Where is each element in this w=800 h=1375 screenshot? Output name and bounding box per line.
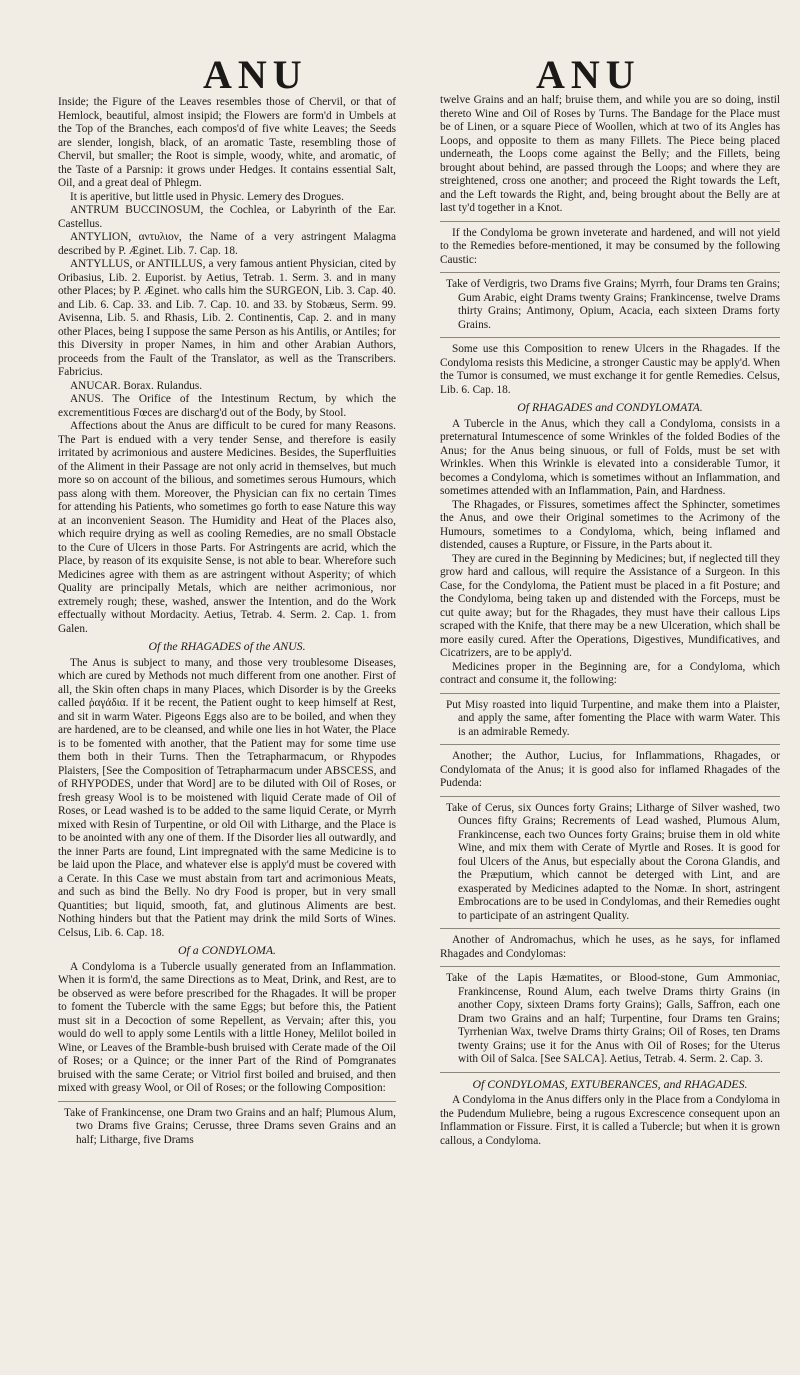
section-heading: Of RHAGADES and CONDYLOMATA. bbox=[517, 400, 703, 414]
section-heading: Of CONDYLOMAS, EXTUBERANCES, and RHAGADES. bbox=[472, 1076, 748, 1091]
rule-divider bbox=[58, 1101, 396, 1102]
body-paragraph: Some use this Composition to renew Ulcers in the Rhagades. If the Condyloma resists this Medicine, a stronger Caustic may be apply'd. When the Tumor is consumed, we must exchange it for gentle Remedies. Celsus, Lib. 6. Cap. 18. bbox=[440, 343, 780, 396]
body-paragraph: A Tubercle in the Anus, which they call a Condyloma, consists in a preternatural Intumescence of some Wrinkles of the folded Bodies of the Anus; for the Anus being sinuous, or full of Folds, must be set with Wrinkles. When this Wrinkle is elevated into a considerable Tumor, it becomes a Condyloma, which is sometimes without an Inflammation, and sometimes attended with an Inflammation, Pain, and Hardness. bbox=[440, 417, 780, 497]
body-paragraph: ANTRUM BUCCINOSUM, the Cochlea, or Labyrinth of the Ear. Castellus. bbox=[58, 204, 396, 230]
rule-divider bbox=[440, 272, 780, 273]
body-paragraph: Affections about the Anus are difficult to be cured for many Reasons. The Part is endued with a very tender Sense, and therefore is easily irritated by acrimonious and austere Medicines. Besides, the Superfluities of the Aliment in their Passage are not only acrid in themselves, but much more so on account of the bilious, and sometimes serous Humours, which pass along with them. Moreover, the Physician can fix no certain Times for attending his Patients, who sometimes go forth to ease Nature this way at an inconvenient Season. The Humidity and Heat of the Places also, which require drying as well as cooling Remedies, are no small Obstacle to the Cure of Ulcers in those Parts. For Astringents are acrid, which the Place, by reason of its exquisite Sense, is not able to bear. Wherefore such Medicines agree with them as are astringent without Asperity; of which Quality are principally Metals, which are neither acrimonious, nor extremely rough; these, washed, answer the Intention, and do the Work effectually without Mordacity. Aetius, Tetrab. 4. Serm. 2. Cap. 1. from Galen. bbox=[58, 420, 396, 635]
running-head-left: ANU bbox=[203, 52, 308, 97]
rule-divider bbox=[440, 744, 780, 745]
section-heading: Of the RHAGADES of the ANUS. bbox=[148, 639, 306, 653]
right-column bbox=[440, 94, 780, 1366]
body-paragraph: ANUCAR. Borax. Rulandus. bbox=[70, 379, 203, 392]
recipe-paragraph: Take of Verdigris, two Drams five Grains; Myrrh, four Drams ten Grains; Gum Arabic, eight Drams twenty Grains; Frankincense, twelve Drams thirty Grains; Antimony, Opium, Acacia, each sixteen Drams forty Grains. bbox=[446, 278, 780, 331]
body-paragraph: Another; the Author, Lucius, for Inflammations, Rhagades, or Condylomata of the Anus; it is good also for inflamed Rhagades of the Pudenda: bbox=[440, 750, 780, 789]
recipe-paragraph: Take of Cerus, six Ounces forty Grains; Litharge of Silver washed, two Ounces fifty Grains; Recrements of Lead washed, Plumous Alum, Frankincense, each two Ounces forty Grains; bruise them in old white Wine, and mix them with Cerate of Myrtle and Roses. It is good for foul Ulcers of the Anus, but especially about the Corona Glandis, and the Præputium, which cannot be deterged with Lint, and are exasperated by Medicines adapted to the Nomæ. In short, astringent Embrocations are to be used in Condylomas, and their Remedies ought to participate of an astringent Quality. bbox=[446, 801, 780, 922]
rule-divider bbox=[440, 796, 780, 797]
rule-divider bbox=[440, 693, 780, 694]
recipe-paragraph: Take of the Lapis Hæmatites, or Blood-stone, Gum Ammoniac, Frankincense, Round Alum, each twelve Drams thirty Grains (in another Copy, sixteen Drams forty Grains); Galls, Saffron, each one Dram two Grains and an half; Turpentine, four Drams ten Grains; Tyrrhenian Wax, twelve Drams thirty Grains; Oil of Roses, ten Drams twenty Grains; use it for the Anus with Oil of Roses; for the Uterus with Oil of Salca. [See SALCA]. Aetius, Tetrab. 4. Serm. 2. Cap. 3. bbox=[446, 972, 780, 1065]
rule-divider bbox=[440, 966, 780, 967]
rule-divider bbox=[440, 1072, 780, 1073]
body-paragraph: A Condyloma is a Tubercle usually generated from an Inflammation. When it is form'd, the same Directions as to Meat, Drink, and Rest, are to be observed as were before prescribed for the Rhagades. It will be proper to foment the Tubercle with the same Eggs; but before this, the Patient must sit in a Decoction of some Repellent, as Vervain; after this, you would do well to apply some Lentils with a little Honey, Melilot boiled in Wine, or Leaves of the Bramble-bush bruised with Cerate made of the Oil of Roses; or a Quince; or the inner Part of the Rind of Pomgranates bruised with the same Cerate; or Vitriol first boiled and bruised, and then mixed with greasy Wool, or Oil of Roses; or the following Composition: bbox=[58, 960, 396, 1094]
body-paragraph: It is aperitive, but little used in Physic. Lemery des Drogues. bbox=[70, 190, 344, 203]
body-paragraph: Inside; the Figure of the Leaves resembles those of Chervil, or that of Hemlock, beautiful, almost insipid; the Flowers are form'd in Umbels at the Top of the Branches, each compos'd of five white Leaves; the Seeds are slender, longish, black, of an aromatic Taste, resembling those of Chervil, but smaller; the Root is simple, woody, white, and aromatic, of the Taste of a Parsnip: it grows under Hedges. It contains essential Salt, Oil, and a great deal of Phlegm. bbox=[58, 96, 396, 189]
section-heading: Of a CONDYLOMA. bbox=[178, 943, 276, 957]
body-paragraph: The Anus is subject to many, and those very troublesome Diseases, which are cured by Methods not much different from one another. First of all, the Skin often chaps in many Places, which Disorder is by the Greeks called ῥαγάδια. If it be recent, the Patient ought to keep himself at Rest, and sit in warm Water. Pigeons Eggs also are to be boiled, and when they are hardened, are to be cleansed, and while one lies in hot Water, the Place is to be fomented with another, that the Patient may for some time use them both in their Turns. Then the Tetrapharmacum, or Rhypodes Plaisters, [See the Composition of Tetrapharmacum under ABSCESS, and of RHYPODES, under that Word] are to be diluted with Oil of Roses, or fresh greasy Wool is to be moistened with liquid Cerate made of Oil of Roses, or Lead washed is to be added to the same liquid Cerate, or Myrrh mixed with Resin of Turpentine, or old Oil with Litharge, and the Place is to be anointed with any one of them. If the Disorder lies all outwardly, and the inner Parts are found, Lint impregnated with the same Medicine is to be laid upon the Place, and whatever else is apply'd must be covered with a Cerate. In this Case we must abstain from tart and acrimonious Meats, and such as bind the Belly. No dry Food is proper, but in very small Quantities; but liquid, smooth, fat, and glutinous Aliments are best. Nothing hinders but that the Patient may drink the mild Sorts of Wines. Celsus, Lib. 6. Cap. 18. bbox=[58, 656, 396, 939]
body-paragraph: ANUS. The Orifice of the Intestinum Rectum, by which the excrementitious Fœces are discharg'd out of the Body, by Stool. bbox=[58, 393, 396, 419]
body-paragraph: If the Condyloma be grown inveterate and hardened, and will not yield to the Remedies before-mentioned, it may be consumed by the following Caustic: bbox=[440, 226, 780, 266]
rule-divider bbox=[440, 221, 780, 222]
body-paragraph: The Rhagades, or Fissures, sometimes affect the Sphincter, sometimes the Anus, and owe their Original sometimes to the Acrimony of the Humours, sometimes to a Condyloma, which, being inflamed and distended, causes a Rupture, or Fissure, in the Parts about it. bbox=[440, 498, 780, 551]
body-paragraph: ANTYLION, αντυλιον, the Name of a very astringent Malagma described by P. Æginet. Lib. 7. Cap. 18. bbox=[58, 231, 396, 257]
body-paragraph: twelve Grains and an half; bruise them, and while you are so doing, instil thereto Wine and Oil of Roses by Turns. The Bandage for the Place must be of Linen, or a square Piece of Woollen, which at two of its Angles has Loops, and opposite to them as many Fillets. The Piece being placed underneath, the Loops come against the Belly; and the Fillets, being brought about behind, are passed through the Loops; and where they are streightened, cross one another; and proceed the Right towards the Left, and the Left towards the Right, and, being brought about the Belly are at last ty'd together in a Knot. bbox=[440, 94, 780, 214]
running-head-right: ANU bbox=[536, 52, 641, 97]
body-paragraph: ANTYLLUS, or ANTILLUS, a very famous antient Physician, cited by Oribasius, Lib. 2. Euporist. by Aetius, Tetrab. 1. Serm. 3. and in many other Places; by P. Æginet. who calls him the SURGEON, Lib. 3. Cap. 40. and Lib. 6. Cap. 33. and Lib. 7. Cap. 10. and 33. by Stobæus, Serm. 99. Avisenna, Lib. 5. and Rhasis, Lib. 2. Continentis, Cap. 2. and in many other Places, being I suppose the same Person as his Antilis, or Antiles; for this Diversity in proper Names, in him and other Arabian Authors, proceeds from the Fault of the Translator, as well as the Transcribers. Fabricius. bbox=[58, 258, 396, 378]
rule-divider bbox=[440, 928, 780, 929]
left-column bbox=[58, 96, 396, 1368]
body-paragraph: Medicines proper in the Beginning are, for a Condyloma, which contract and consume it, the following: bbox=[440, 660, 780, 686]
body-paragraph: A Condyloma in the Anus differs only in the Place from a Condyloma in the Pudendum Muliebre, being a rugous Excrescence consequent upon an Inflammation or Fissure. First, it is called a Tubercle; but when it is grown callous, a Condyloma. bbox=[440, 1094, 780, 1147]
recipe-paragraph: Take of Frankincense, one Dram two Grains and an half; Plumous Alum, two Drams five Grains; Cerusse, three Drams seven Grains and an half; Litharge, five Drams bbox=[64, 1106, 396, 1146]
body-paragraph: They are cured in the Beginning by Medicines; but, if neglected till they grow hard and callous, will require the Assistance of a Surgeon. In this Case, for the Condyloma, the Patient must be placed in a fit Posture; and the Condyloma, being taken up and distended with the Forceps, must be cut quite away; but for the Rhagades, they must have their callous Lips scraped with the Knife, that there may be a new Ulceration, which shall be more easily cured. After the Operations, Digestives, Mundificatives, and Cicatrizers, are to be apply'd. bbox=[440, 552, 780, 659]
body-paragraph: Another of Andromachus, which he uses, as he says, for inflamed Rhagades and Condylomas: bbox=[440, 934, 780, 960]
recipe-paragraph: Put Misy roasted into liquid Turpentine, and make them into a Plaister, and apply the same, after fomenting the Place with warm Water. This is an admirable Remedy. bbox=[446, 698, 780, 738]
rule-divider bbox=[440, 337, 780, 338]
